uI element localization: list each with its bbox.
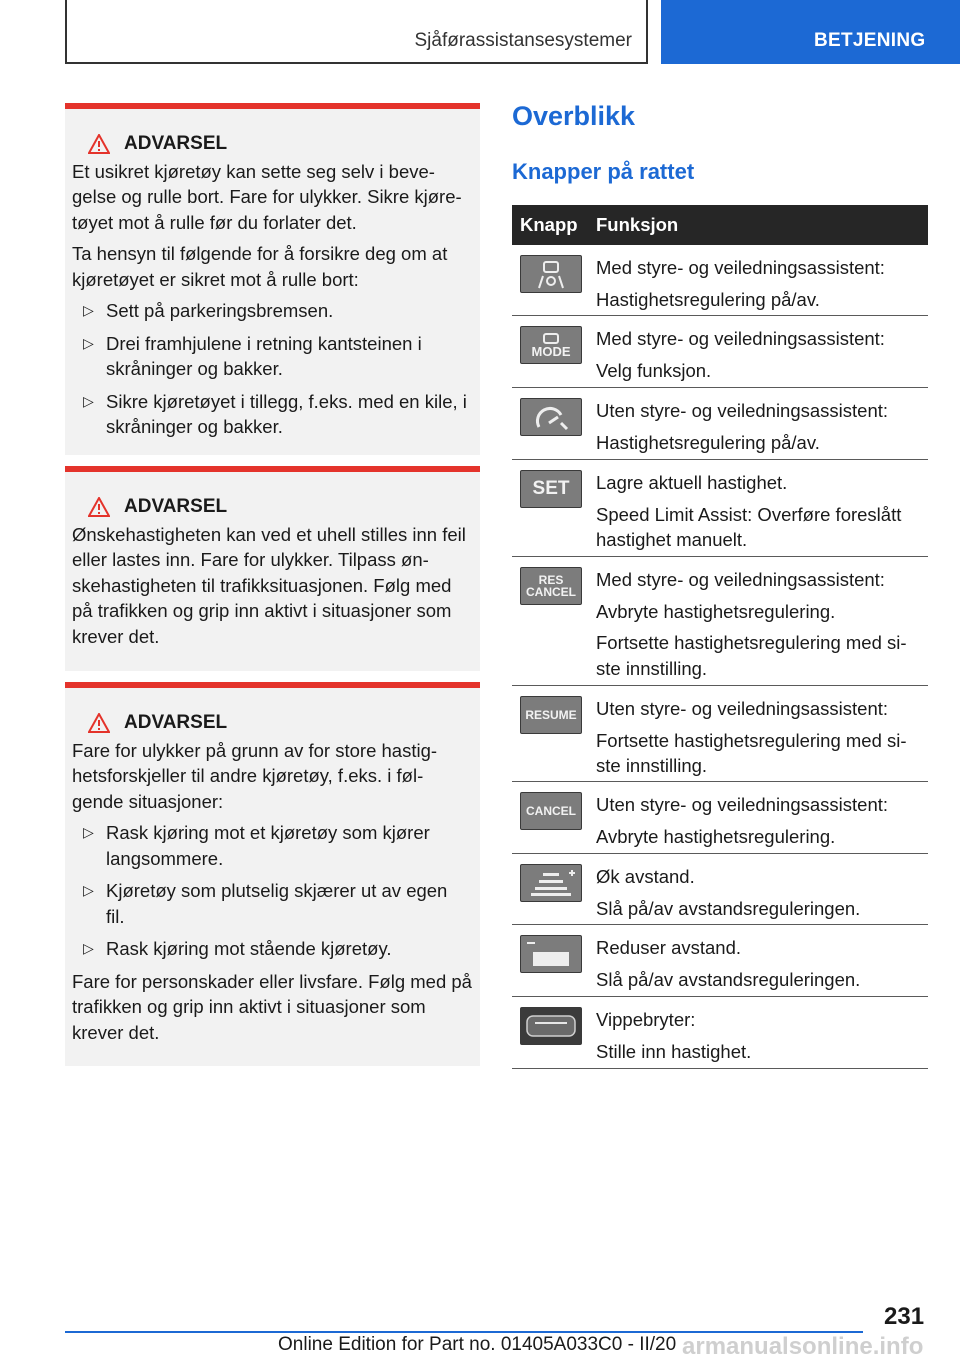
warning-title: ADVARSEL	[124, 133, 228, 154]
rocker-switch-icon	[520, 1007, 582, 1045]
section-tab: BETJENING	[661, 0, 960, 64]
chapter-title: Sjåførassistansesystemer	[414, 30, 632, 51]
function-text: Uten styre- og veiledningsassistent:	[596, 794, 889, 815]
list-item: ▷ Rask kjøring mot stående kjøretøy.	[72, 936, 470, 962]
function-text: Vippebryter:	[596, 1009, 696, 1030]
function-text: Stille inn hastighet.	[596, 1040, 752, 1062]
warning-text: Fare for ulykker på grunn av for store hastig-hetsforskjeller til andre kjøretøy, f.eks. i føl-gende situasjoner:	[72, 739, 438, 812]
header-frame	[65, 0, 648, 64]
warning-box-1	[65, 103, 480, 455]
function-text: Velg funksjon.	[596, 359, 712, 381]
warning-box-3	[65, 682, 480, 1066]
assist-mode-icon: MODE	[520, 326, 582, 364]
resume-button-icon: RESUME	[520, 696, 582, 734]
warning-bullet-list	[72, 820, 480, 962]
function-text: Speed Limit Assist: Overføre foreslått hastighet manuelt.	[596, 503, 902, 550]
list-item: ▷ Rask kjøring mot et kjøretøy som kjører langsommere.	[83, 822, 430, 869]
function-text: Uten styre- og veiledningsassistent:	[596, 400, 889, 421]
function-text: Reduser avstand.	[596, 937, 742, 958]
page-number: 231	[884, 1303, 925, 1330]
list-item: ▷ Drei framhjulene i retning kantsteinen i skråninger og bakker.	[83, 332, 422, 379]
warning-triangle-icon	[88, 713, 110, 733]
distance-decrease-icon	[520, 935, 582, 973]
function-text: Hastighetsregulering på/av.	[596, 431, 820, 453]
subsection-heading: Knapper på rattet	[512, 159, 695, 184]
triangle-bullet-icon: ▷	[83, 392, 94, 409]
warning-text: Et usikret kjøretøy kan sette seg selv i beve-gelse og rulle bort. Fare for ulykker. Sikre kjøre-tøyet mot å rulle før du forlater det.	[72, 160, 462, 233]
column-header-button: Knapp	[520, 214, 578, 235]
cruise-control-icon	[520, 398, 582, 436]
edition-note: Online Edition for Part no. 01405A033C0 - II/20	[278, 1334, 677, 1355]
function-text: Hastighetsregulering på/av.	[596, 288, 820, 310]
table-row	[512, 925, 928, 997]
list-item: ▷ Sikre kjøretøyet i tillegg, f.eks. med en kile, i skråninger og bakker.	[83, 390, 467, 437]
table-row	[512, 388, 928, 460]
warning-text: Ta hensyn til følgende for å forsikre deg om at kjøretøyet er sikret mot å rulle bort:	[72, 243, 448, 290]
table-row	[512, 686, 928, 782]
table-row	[512, 245, 928, 316]
function-text: Fortsette hastighetsregulering med si-ste innstilling.	[596, 729, 907, 776]
buttons-table	[512, 205, 928, 1069]
column-header-function: Funksjon	[596, 214, 679, 235]
triangle-bullet-icon: ▷	[83, 940, 94, 956]
cancel-button-icon: CANCEL	[520, 792, 582, 830]
triangle-bullet-icon: ▷	[83, 882, 94, 898]
function-text: Slå på/av avstandsreguleringen.	[596, 968, 861, 990]
list-item: ▷ Kjøretøy som plutselig skjærer ut av egen fil.	[83, 880, 448, 927]
function-text: Uten styre- og veiledningsassistent:	[596, 698, 889, 719]
triangle-bullet-icon: ▷	[83, 334, 94, 351]
warning-title: ADVARSEL	[124, 712, 228, 733]
warning-bullet-list	[72, 298, 480, 440]
table-row	[512, 557, 928, 686]
function-text: Lagre aktuell hastighet.	[596, 472, 788, 493]
warning-triangle-icon	[88, 497, 110, 517]
warning-text: Fare for personskader eller livsfare. Følg med på trafikken og grip inn aktivt i situasjoner som krever det.	[72, 970, 472, 1043]
warning-triangle-icon	[88, 134, 110, 154]
set-button-icon: SET	[520, 470, 582, 508]
function-text: Med styre- og veiledningsassistent:	[596, 328, 885, 349]
res-cancel-icon: RES CANCEL	[520, 567, 582, 605]
function-text: Med styre- og veiledningsassistent:	[596, 569, 885, 590]
section-heading: Overblikk	[512, 101, 636, 131]
table-row	[512, 460, 928, 557]
assist-steering-icon	[520, 255, 582, 293]
table-header	[512, 205, 928, 245]
table-row	[512, 782, 928, 854]
table-row	[512, 316, 928, 388]
warning-box-2	[65, 466, 480, 671]
table-row	[512, 997, 928, 1069]
function-text: Med styre- og veiledningsassistent:	[596, 257, 885, 278]
warning-text: Ønskehastigheten kan ved et uhell stilles inn feil eller lastes inn. Fare for ulykker. Tilpass øn-skehastigheten til trafikksituasjonen. Følg med på trafikken og grip inn aktivt i situasjoner som krever det.	[72, 523, 466, 647]
distance-increase-icon	[520, 864, 582, 902]
function-text: Fortsette hastighetsregulering med si-ste innstilling.	[596, 632, 907, 679]
table-row	[512, 854, 928, 925]
triangle-bullet-icon: ▷	[83, 824, 94, 840]
function-text: Avbryte hastighetsregulering.	[596, 825, 836, 847]
function-text: Avbryte hastighetsregulering.	[596, 600, 836, 622]
triangle-bullet-icon: ▷	[83, 302, 94, 318]
function-text: Øk avstand.	[596, 866, 695, 887]
list-item: ▷ Sett på parkeringsbremsen.	[72, 298, 470, 324]
warning-title: ADVARSEL	[124, 496, 228, 517]
watermark: armanualsonline.info	[682, 1333, 924, 1360]
function-text: Slå på/av avstandsreguleringen.	[596, 897, 861, 919]
